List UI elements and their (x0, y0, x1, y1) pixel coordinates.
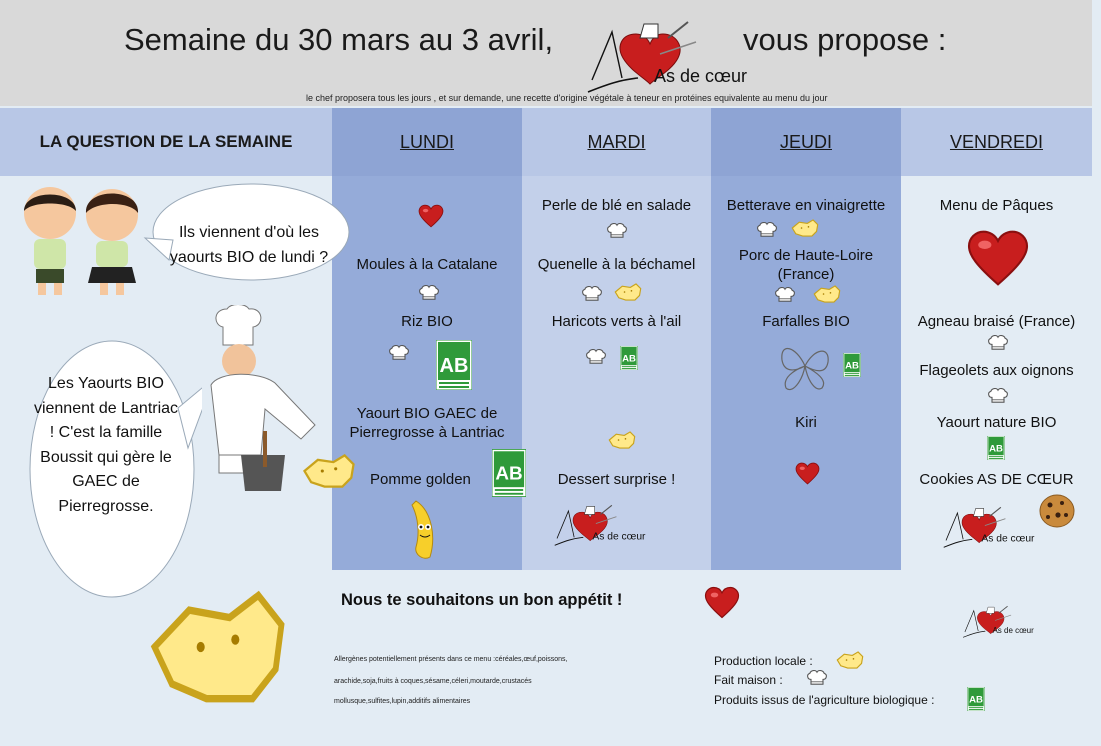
homemade-hat-icon (773, 285, 797, 303)
menu-item-mardi-1: Perle de blé en salade (541, 197, 692, 214)
kids-illustration (8, 183, 158, 301)
homemade-hat-icon (584, 347, 608, 365)
heart-icon (418, 204, 444, 228)
homemade-hat-icon (580, 284, 604, 302)
ab-bio-logo-icon (436, 340, 472, 390)
question-text: Ils viennent d'où les yaourts BIO de lundi ? (169, 224, 329, 266)
allergens-line-3: mollusque,sulfites,lupin,additifs alimentaires (334, 698, 471, 705)
header-vendredi: VENDREDI (901, 108, 1092, 176)
menu-item-mardi-2: Quenelle à la béchamel (537, 256, 696, 273)
menu-item-vendredi-1: Menu de Pâques (939, 197, 1054, 214)
homemade-hat-icon (605, 221, 629, 239)
ab-bio-logo-icon (843, 353, 861, 377)
cookie-icon (1038, 493, 1076, 529)
homemade-hat-icon (755, 220, 779, 238)
menu-item-lundi-4: Pomme golden (370, 471, 471, 488)
menu-item-mardi-3: Haricots verts à l'ail (551, 313, 682, 330)
menu-item-vendredi-5: Cookies AS DE CŒUR (919, 471, 1074, 488)
allergens-line-1: Allergènes potentiellement présents dans ce menu :céréales,œuf,poissons, (334, 656, 568, 663)
bon-appetit-message: Nous te souhaitons un bon appétit ! (341, 591, 623, 609)
menu-item-jeudi-3: Farfalles BIO (762, 313, 850, 330)
ab-bio-logo-icon (620, 346, 638, 370)
local-production-map-icon (835, 650, 865, 670)
ab-bio-logo-icon (967, 687, 985, 711)
heart-icon (795, 462, 820, 485)
svg-text:As de cœur: As de cœur (654, 66, 748, 86)
as-de-coeur-logo (930, 497, 1042, 553)
local-production-map-icon (790, 218, 820, 238)
legend-homemade: Fait maison : (714, 673, 783, 687)
menu-item-jeudi-1: Betterave en vinaigrette (726, 197, 886, 214)
local-production-map-icon (812, 284, 842, 304)
legend-local-production: Production locale : (714, 654, 813, 668)
menu-item-vendredi-4: Yaourt nature BIO (936, 414, 1057, 431)
page-title-proposes: vous propose : (743, 22, 947, 57)
haute-loire-map (143, 588, 293, 706)
svg-text:As de cœur: As de cœur (592, 531, 646, 543)
menu-item-jeudi-2: Porc de Haute-Loire (France) (738, 247, 874, 283)
local-production-map-icon (300, 448, 358, 494)
homemade-hat-icon (387, 343, 411, 361)
banana-mascot-icon (402, 497, 442, 563)
ab-bio-logo-icon (987, 436, 1005, 460)
header-mardi: MARDI (522, 108, 711, 176)
header-lundi: LUNDI (332, 108, 522, 176)
homemade-hat-icon (986, 333, 1010, 351)
local-production-map-icon (607, 430, 637, 450)
menu-item-mardi-4: Dessert surprise ! (557, 471, 676, 488)
heart-icon (704, 586, 740, 619)
svg-text:As de cœur: As de cœur (992, 625, 1034, 635)
as-de-coeur-logo (956, 598, 1036, 642)
as-de-coeur-logo (572, 4, 752, 102)
homemade-hat-icon (805, 668, 829, 686)
answer-text: Les Yaourts BIO viennent de Lantriac ! C'est la famille Boussit qui gère le GAEC de Pierregrosse. (33, 375, 179, 515)
subtitle-note: le chef proposera tous les jours , et sur demande, une recette d'origine végétale à teneur en protéines equivalente au menu du jour (306, 93, 828, 103)
header-jeudi: JEUDI (711, 108, 901, 176)
heart-icon (966, 229, 1030, 287)
homemade-hat-icon (417, 283, 441, 301)
menu-item-vendredi-3: Flageolets aux oignons (919, 362, 1074, 379)
as-de-coeur-logo (541, 495, 653, 551)
svg-text:As de cœur: As de cœur (981, 533, 1035, 545)
menu-item-lundi-2: Riz BIO (401, 313, 453, 330)
menu-item-lundi-3: Yaourt BIO GAEC de Pierregrosse à Lantriac (349, 405, 505, 441)
header-band (0, 0, 1092, 106)
legend-organic: Produits issus de l'agriculture biologique : (714, 693, 935, 707)
homemade-hat-icon (986, 386, 1010, 404)
menu-item-vendredi-2: Agneau braisé (France) (917, 313, 1076, 330)
local-production-map-icon (613, 282, 643, 302)
page-title-week: Semaine du 30 mars au 3 avril, (124, 22, 554, 57)
menu-item-jeudi-4: Kiri (795, 414, 817, 431)
menu-item-lundi-1: Moules à la Catalane (356, 256, 498, 273)
header-question-of-week: LA QUESTION DE LA SEMAINE (0, 108, 332, 176)
allergens-line-2: arachide,soja,fruits à coques,sésame,céleri,moutarde,crustacés (334, 678, 532, 685)
farfalle-pasta-icon (776, 338, 834, 394)
ab-bio-logo-icon (492, 449, 526, 497)
